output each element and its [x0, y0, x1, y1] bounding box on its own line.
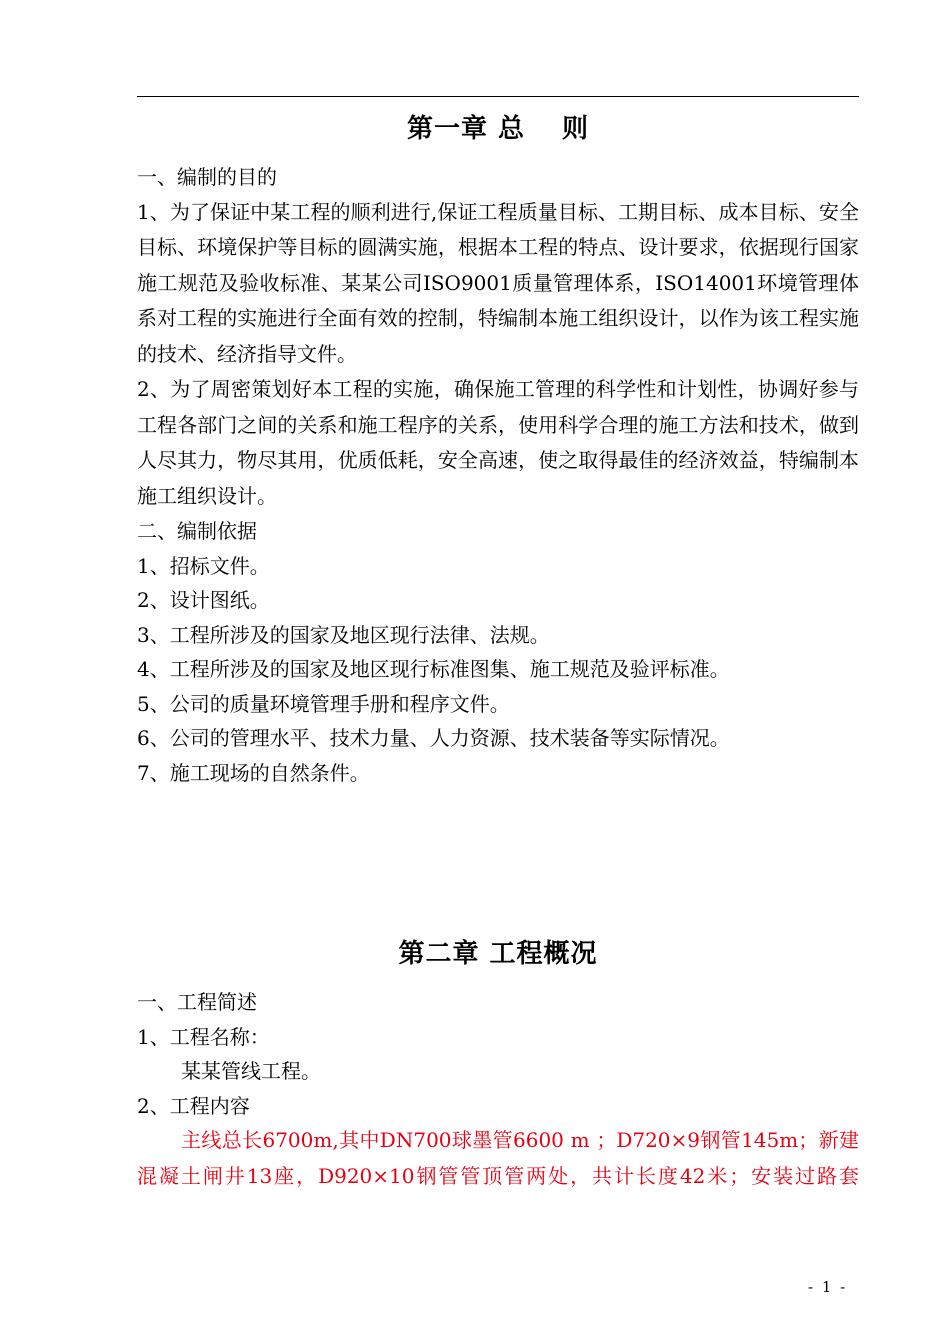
- basis-item: 1、招标文件。: [137, 553, 270, 578]
- chapter-2-title: 第二章 工程概况: [398, 939, 598, 969]
- basis-item: 6、公司的管理水平、技术力量、人力资源、技术装备等实际情况。: [137, 726, 730, 750]
- project-name-label: 1、工程名称：: [137, 1024, 270, 1049]
- basis-item: 5、公司的质量环境管理手册和程序文件。: [137, 691, 510, 716]
- section-basis-heading: 二、编制依据: [137, 519, 257, 543]
- basis-list: [137, 549, 859, 791]
- purpose-paragraph-1: 1、为了保证中某工程的顺利进行,保证工程质量目标、工期目标、成本目标、安全目标、环境保护等目标的圆满实施，根据本工程的特点、设计要求，依据现行国家施工规范及验收标准、某某公司ISO9001质量管理体系，ISO14001环境管理体系对工程的实施进行全面有效的控制，特编制本施工组织设计，以作为该工程实施的技术、经济指导文件。: [137, 199, 859, 366]
- basis-item: 2、设计图纸。: [137, 588, 270, 612]
- header-rule: [137, 96, 859, 97]
- basis-item: 3、工程所涉及的国家及地区现行法律、法规。: [137, 622, 550, 647]
- project-name-value: 某某管线工程。: [181, 1059, 321, 1083]
- page-content: [137, 100, 859, 1194]
- page-number: - 1 -: [808, 1278, 848, 1296]
- basis-item: 7、施工现场的自然条件。: [137, 760, 370, 785]
- section-overview-heading: 一、工程简述: [137, 990, 257, 1014]
- project-content-value: 主线总长6700m,其中DN700球墨管6600 m ；D720×9钢管145m；新建混凝土闸井13座，D920×10钢管管顶管两处，共计长度42米；安装过路套: [137, 1128, 859, 1188]
- chapter-gap: [137, 790, 859, 925]
- purpose-paragraph-2: 2、为了周密策划好本工程的实施，确保施工管理的科学性和计划性，协调好参与工程各部门之间的关系和施工程序的关系，使用科学合理的施工方法和技术，做到人尽其力，物尽其用，优质低耗，安全高速，使之取得最佳的经济效益，特编制本施工组织设计。: [137, 377, 859, 508]
- section-purpose-heading: 一、编制的目的: [137, 165, 277, 189]
- project-content-label: 2、工程内容: [137, 1093, 250, 1118]
- chapter-1-title: 第一章 总 则: [406, 114, 590, 144]
- basis-item: 4、工程所涉及的国家及地区现行标准图集、施工规范及验评标准。: [137, 657, 730, 681]
